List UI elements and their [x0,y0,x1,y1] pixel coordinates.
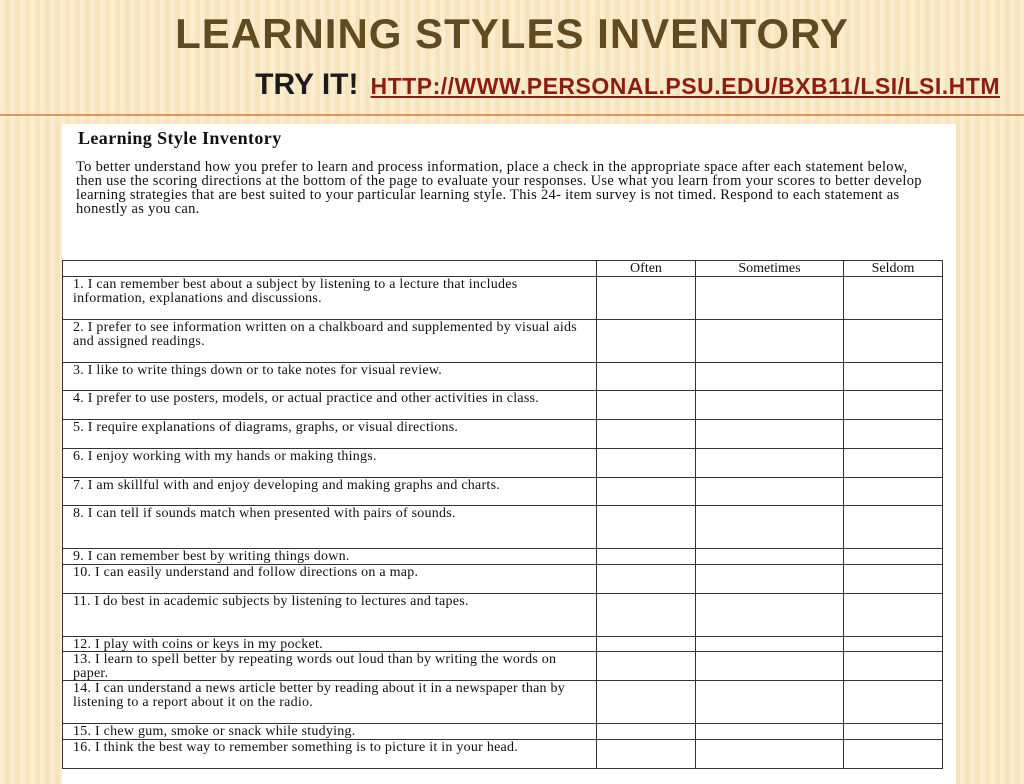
statement-cell: 1. I can remember best about a subject by listening to a lecture that includes information, explanations and discussions. [63,277,597,320]
sometimes-checkbox-cell[interactable] [696,506,844,549]
sometimes-checkbox-cell[interactable] [696,420,844,449]
column-header-statement [63,261,597,277]
often-checkbox-cell[interactable] [597,681,696,724]
sometimes-checkbox-cell[interactable] [696,449,844,478]
seldom-checkbox-cell[interactable] [844,593,943,636]
sometimes-checkbox-cell[interactable] [696,277,844,320]
seldom-checkbox-cell[interactable] [844,549,943,565]
statement-cell: 8. I can tell if sounds match when presented with pairs of sounds. [63,506,597,549]
table-row [63,724,943,740]
often-checkbox-cell[interactable] [597,739,696,768]
table-header-row [63,261,943,277]
table-row [63,739,943,768]
seldom-checkbox-cell[interactable] [844,391,943,420]
often-checkbox-cell[interactable] [597,636,696,652]
table-row [63,506,943,549]
inventory-table [62,260,943,769]
often-checkbox-cell[interactable] [597,652,696,681]
document-intro: To better understand how you prefer to learn and process information, place a check in the appropriate space after each statement below, then use the scoring directions at the bottom of the page to evaluate your responses. Use what you learn from your scores to better develop learning strategies that are best suited to your particular learning style. This 24- item survey is not timed. Respond to each statement as honestly as you can. [76,159,922,217]
often-checkbox-cell[interactable] [597,724,696,740]
seldom-checkbox-cell[interactable] [844,277,943,320]
statement-cell: 6. I enjoy working with my hands or making things. [63,449,597,478]
table-row [63,549,943,565]
sometimes-checkbox-cell[interactable] [696,636,844,652]
table-row [63,363,943,391]
seldom-checkbox-cell[interactable] [844,636,943,652]
table-row [63,564,943,593]
seldom-checkbox-cell[interactable] [844,724,943,740]
seldom-checkbox-cell[interactable] [844,420,943,449]
often-checkbox-cell[interactable] [597,420,696,449]
table-row [63,636,943,652]
table-row [63,277,943,320]
often-checkbox-cell[interactable] [597,593,696,636]
statement-cell: 13. I learn to spell better by repeating words out loud than by writing the words on paper. [63,652,597,681]
often-checkbox-cell[interactable] [597,549,696,565]
seldom-checkbox-cell[interactable] [844,681,943,724]
column-header-often: Often [597,261,696,277]
statement-cell: 2. I prefer to see information written on a chalkboard and supplemented by visual aids and assigned readings. [63,320,597,363]
seldom-checkbox-cell[interactable] [844,564,943,593]
statement-cell: 12. I play with coins or keys in my pocket. [63,636,597,652]
table-row [63,449,943,478]
seldom-checkbox-cell[interactable] [844,652,943,681]
table-row [63,478,943,506]
table-row [63,593,943,636]
often-checkbox-cell[interactable] [597,320,696,363]
often-checkbox-cell[interactable] [597,391,696,420]
inventory-rows [63,277,943,769]
table-row [63,420,943,449]
sometimes-checkbox-cell[interactable] [696,320,844,363]
seldom-checkbox-cell[interactable] [844,363,943,391]
seldom-checkbox-cell[interactable] [844,739,943,768]
inventory-link[interactable]: HTTP://WWW.PERSONAL.PSU.EDU/BXB11/LSI/LSI.HTM [370,73,1000,99]
statement-cell: 15. I chew gum, smoke or snack while studying. [63,724,597,740]
try-it-label: TRY IT! [255,68,359,101]
often-checkbox-cell[interactable] [597,506,696,549]
statement-cell: 14. I can understand a news article better by reading about it in a newspaper than by listening to a report about it on the radio. [63,681,597,724]
often-checkbox-cell[interactable] [597,478,696,506]
sometimes-checkbox-cell[interactable] [696,652,844,681]
statement-cell: 7. I am skillful with and enjoy developing and making graphs and charts. [63,478,597,506]
statement-cell: 4. I prefer to use posters, models, or actual practice and other activities in class. [63,391,597,420]
subtitle [255,68,1000,102]
seldom-checkbox-cell[interactable] [844,506,943,549]
sometimes-checkbox-cell[interactable] [696,724,844,740]
inventory-document [62,124,956,784]
often-checkbox-cell[interactable] [597,363,696,391]
statement-cell: 11. I do best in academic subjects by listening to lectures and tapes. [63,593,597,636]
table-row [63,681,943,724]
sometimes-checkbox-cell[interactable] [696,391,844,420]
often-checkbox-cell[interactable] [597,564,696,593]
document-heading: Learning Style Inventory [78,128,282,148]
slide-title: LEARNING STYLES INVENTORY [175,10,849,57]
column-header-sometimes: Sometimes [696,261,844,277]
sometimes-checkbox-cell[interactable] [696,478,844,506]
sometimes-checkbox-cell[interactable] [696,739,844,768]
seldom-checkbox-cell[interactable] [844,320,943,363]
seldom-checkbox-cell[interactable] [844,449,943,478]
sometimes-checkbox-cell[interactable] [696,681,844,724]
table-row [63,652,943,681]
sometimes-checkbox-cell[interactable] [696,564,844,593]
statement-cell: 10. I can easily understand and follow directions on a map. [63,564,597,593]
table-row [63,391,943,420]
often-checkbox-cell[interactable] [597,277,696,320]
statement-cell: 16. I think the best way to remember something is to picture it in your head. [63,739,597,768]
sometimes-checkbox-cell[interactable] [696,549,844,565]
column-header-seldom: Seldom [844,261,943,277]
sometimes-checkbox-cell[interactable] [696,593,844,636]
statement-cell: 3. I like to write things down or to take notes for visual review. [63,363,597,391]
statement-cell: 9. I can remember best by writing things down. [63,549,597,565]
seldom-checkbox-cell[interactable] [844,478,943,506]
sometimes-checkbox-cell[interactable] [696,363,844,391]
table-row [63,320,943,363]
title-divider [0,114,1024,116]
statement-cell: 5. I require explanations of diagrams, graphs, or visual directions. [63,420,597,449]
often-checkbox-cell[interactable] [597,449,696,478]
